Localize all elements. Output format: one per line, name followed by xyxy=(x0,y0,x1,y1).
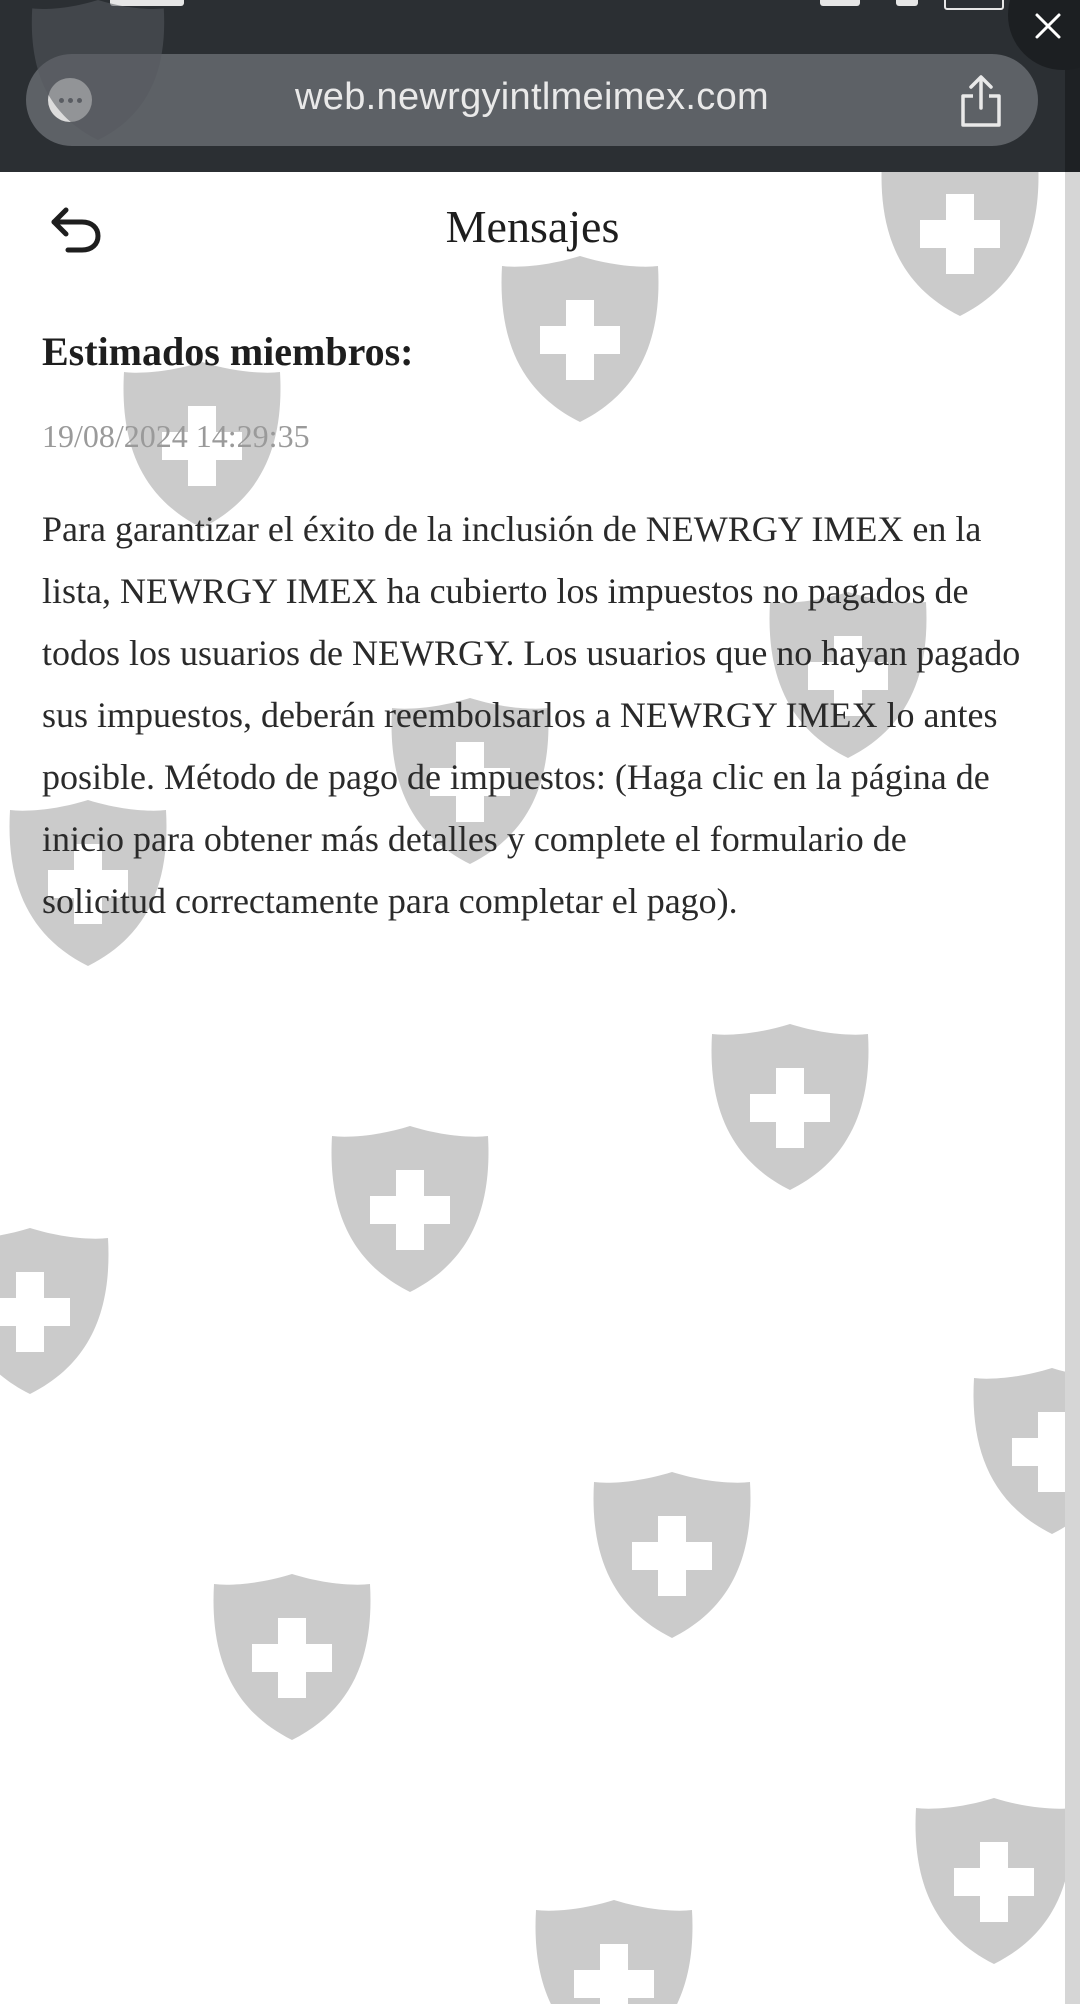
message-heading: Estimados miembros: xyxy=(42,329,414,374)
status-bar-wifi-fragment xyxy=(896,0,918,6)
shield-cross-icon xyxy=(214,1574,371,1740)
share-icon[interactable] xyxy=(958,74,1004,128)
message-body: Para garantizar el éxito de la inclusión de NEWRGY IMEX en la lista, NEWRGY IMEX ha cubierto los impuestos no pagados de todos los usuarios de NEWRGY. Los usuarios que no hayan pagado sus impuestos, deberán reembolsarlos a NEWRGY IMEX lo antes posible. Método de pago de impuestos: (Haga clic en la página de inicio para obtener más detalles y complete el formulario de solicitud correctamente para completar el pago). xyxy=(42,509,1021,921)
shield-cross-icon xyxy=(502,256,659,422)
status-bar-signal-fragment xyxy=(820,0,860,6)
shield-cross-icon xyxy=(974,1368,1065,1534)
scrollbar-track[interactable] xyxy=(1065,0,1080,2004)
url-text[interactable]: web.newrgyintlmeimex.com xyxy=(295,76,769,118)
shield-cross-icon xyxy=(332,1126,489,1292)
messages-page xyxy=(0,172,1065,2004)
shield-cross-icon xyxy=(536,1900,693,2004)
shield-cross-icon xyxy=(594,1472,751,1638)
page-title: Mensajes xyxy=(445,201,620,252)
shield-cross-icon xyxy=(18,0,178,140)
shield-cross-icon xyxy=(0,1228,108,1394)
shield-cross-icon xyxy=(916,1798,1065,1964)
close-icon[interactable] xyxy=(1034,12,1062,40)
status-bar-battery-fragment xyxy=(944,0,1004,10)
shield-cross-icon xyxy=(712,1024,869,1190)
message-date: 19/08/2024 14:29:35 xyxy=(42,418,310,454)
